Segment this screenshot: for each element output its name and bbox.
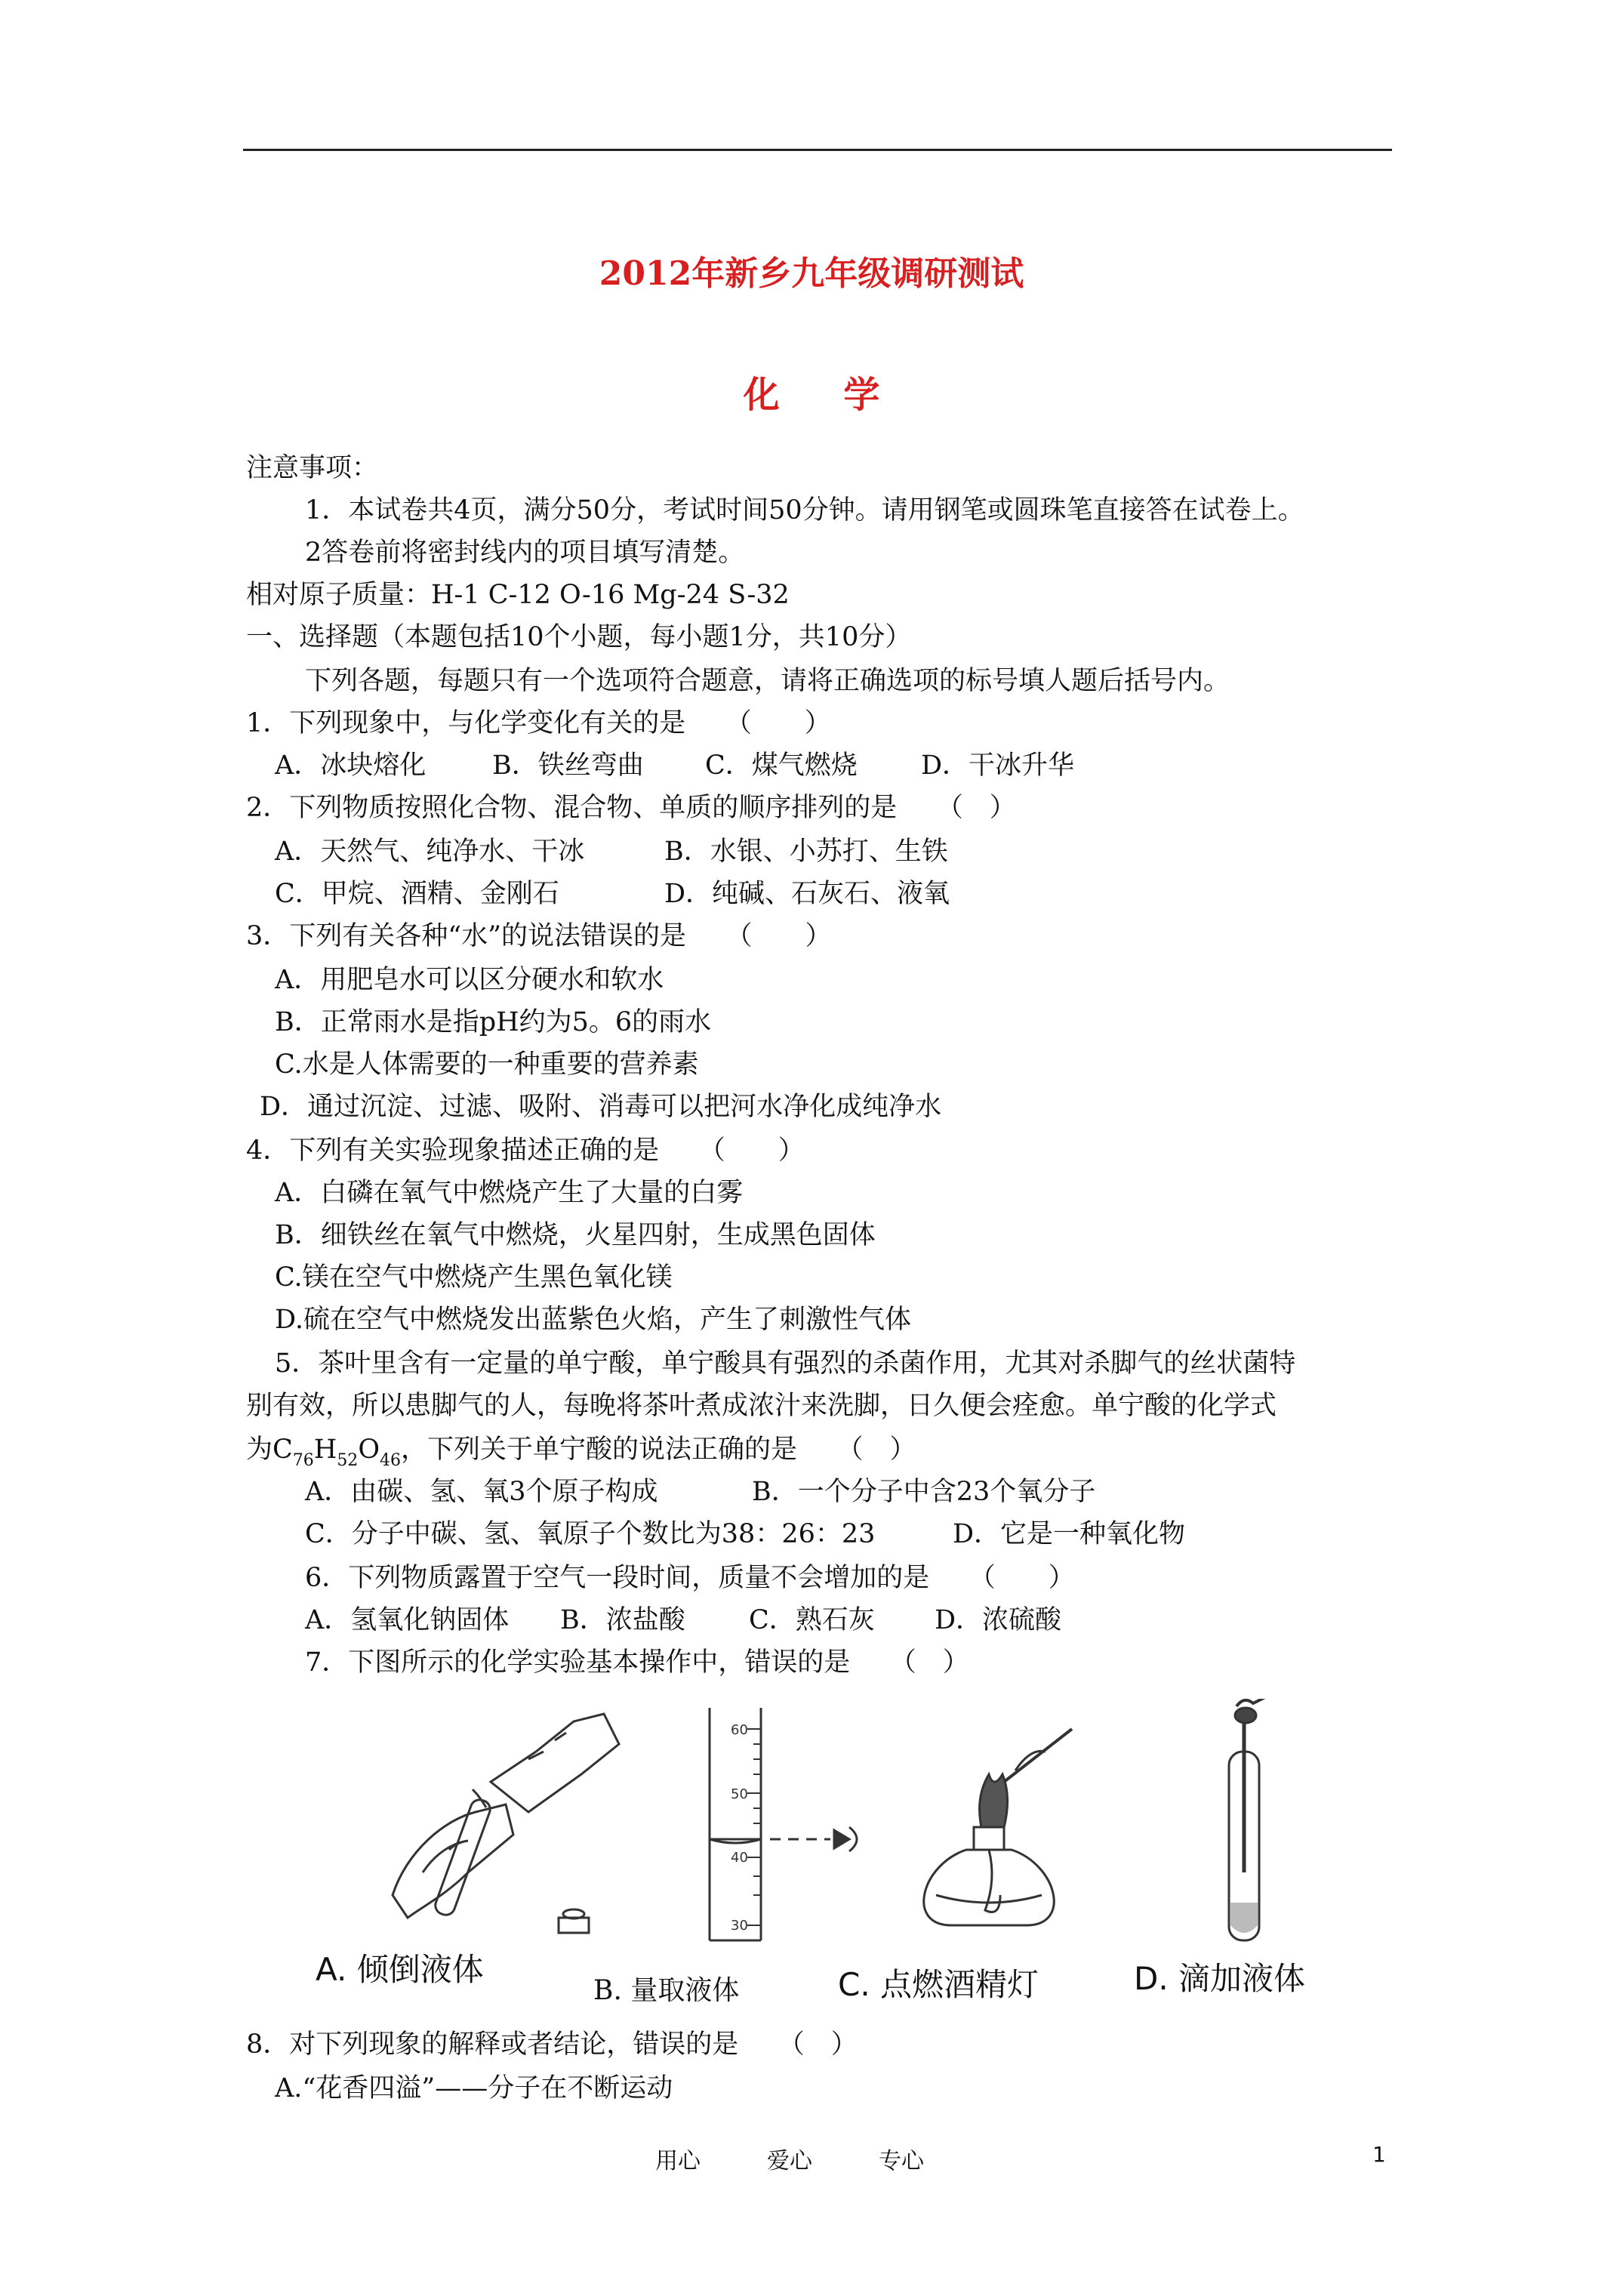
q8-stem: 8．对下列现象的解释或者结论，错误的是 （ ） [246,2029,858,2060]
q2-option-c: C．甲烷、酒精、金刚石 [275,879,559,909]
figure-caption-d: D. 滴加液体 [1134,1960,1306,1997]
q7-figure [316,1699,1389,2023]
q1-option-b: B．铁丝弯曲 [492,750,644,781]
q1-option-a: A．冰块熔化 [275,750,427,781]
q1-option-c: C．煤气燃烧 [705,750,858,781]
section-1-heading: 一、选择题（本题包括10个小题，每小题1分，共10分） [246,622,912,652]
cylinder-mark-60: 60 [731,1722,748,1738]
q6-option-a: A．氢氧化钠固体 [305,1605,510,1635]
q3-option-d: D．通过沉淀、过滤、吸附、消毒可以把河水净化成纯净水 [260,1092,942,1122]
q3-option-b: B．正常雨水是指pH约为5。6的雨水 [275,1007,712,1037]
notes-item-1: 1．本试卷共4页，满分50分，考试时间50分钟。请用钢笔或圆珠笔直接答在试卷上。 [305,495,1304,525]
q3-stem: 3．下列有关各种“水”的说法错误的是 （ ） [246,921,832,951]
q6-option-b: B．浓盐酸 [560,1605,685,1635]
subject-title: 化 学 [743,374,906,416]
q8-option-a: A.“花香四溢”——分子在不断运动 [275,2073,673,2103]
q4-option-a: A．白磷在氧气中燃烧产生了大量的白雾 [275,1178,744,1208]
figure-caption-c: C. 点燃酒精灯 [838,1966,1039,2003]
q6-option-c: C．熟石灰 [749,1605,875,1635]
q5-line-3: 为$C_{76}H_{52}O_{46}$，下列关于单宁酸的说法正确的是 （ ） [246,1435,916,1470]
figure-caption-b: B. 量取液体 [593,1975,740,2006]
q4-option-b: B．细铁丝在氧气中燃烧，火星四射，生成黑色固体 [275,1220,876,1250]
footer-word-2: 爱心 [767,2148,812,2174]
q3-option-c: C.水是人体需要的一种重要的营养素 [275,1049,699,1080]
q6-option-d: D．浓硫酸 [935,1605,1062,1635]
q5-option-b: B．一个分子中含23个氧分子 [752,1477,1096,1507]
q3-option-a: A．用肥皂水可以区分硬水和软水 [275,965,664,995]
lab-operations-illustration [377,1699,1389,1948]
alcohol-lamp-drawing [924,1729,1072,1925]
pouring-liquid-drawing [393,1714,619,1933]
dropper-test-tube-drawing [1229,1699,1298,1940]
footer-word-3: 专心 [879,2148,924,2174]
q1-option-d: D．干冰升华 [921,750,1075,781]
q5-option-a: A．由碳、氢、氧3个原子构成 [305,1477,658,1507]
q6-stem: 6．下列物质露置于空气一段时间，质量不会增加的是 （ ） [305,1563,1075,1593]
q2-option-a: A．天然气、纯净水、干冰 [275,837,585,867]
page-number: 1 [1372,2142,1386,2167]
q2-option-d: D．纯碱、石灰石、液氧 [664,879,950,909]
figure-caption-a: A. 倾倒液体 [316,1951,484,1988]
q7-stem: 7．下图所示的化学实验基本操作中，错误的是 （ ） [305,1647,969,1678]
cylinder-mark-50: 50 [731,1786,748,1802]
q4-stem: 4．下列有关实验现象描述正确的是 （ ） [246,1136,805,1166]
cylinder-mark-40: 40 [731,1850,748,1866]
q2-stem: 2．下列物质按照化合物、混合物、单质的顺序排列的是 （ ） [246,793,1016,823]
measuring-cylinder-drawing [710,1708,857,1940]
q5-line-1: 5．茶叶里含有一定量的单宁酸，单宁酸具有强烈的杀菌作用，尤其对杀脚气的丝状菌特 [275,1348,1296,1379]
q5-option-c: C．分子中碳、氢、氧原子个数比为38：26：23 [305,1519,876,1549]
notes-item-2: 2答卷前将密封线内的项目填写清楚。 [305,538,745,568]
notes-heading: 注意事项： [246,453,379,483]
q2-option-b: B．水银、小苏打、生铁 [664,837,948,867]
exam-title: 2012年新乡九年级调研测试 [599,254,1024,293]
cylinder-mark-30: 30 [731,1918,748,1934]
footer-word-1: 用心 [655,2148,701,2174]
section-1-instruction: 下列各题，每题只有一个选项符合题意，请将正确选项的标号填人题后括号内。 [305,666,1230,696]
atomic-mass: 相对原子质量：H-1 C-12 O-16 Mg-24 S-32 [246,580,790,610]
q5-option-d: D．它是一种氧化物 [953,1519,1186,1549]
q4-option-d: D.硫在空气中燃烧发出蓝紫色火焰，产生了刺激性气体 [275,1305,911,1335]
q5-line-2: 别有效，所以患脚气的人，每晚将茶叶煮成浓汁来洗脚，日久便会痊愈。单宁酸的化学式 [246,1391,1277,1421]
header-rule [243,149,1392,151]
q4-option-c: C.镁在空气中燃烧产生黑色氧化镁 [275,1262,673,1293]
q1-stem: 1．下列现象中，与化学变化有关的是 （ ） [246,708,831,738]
